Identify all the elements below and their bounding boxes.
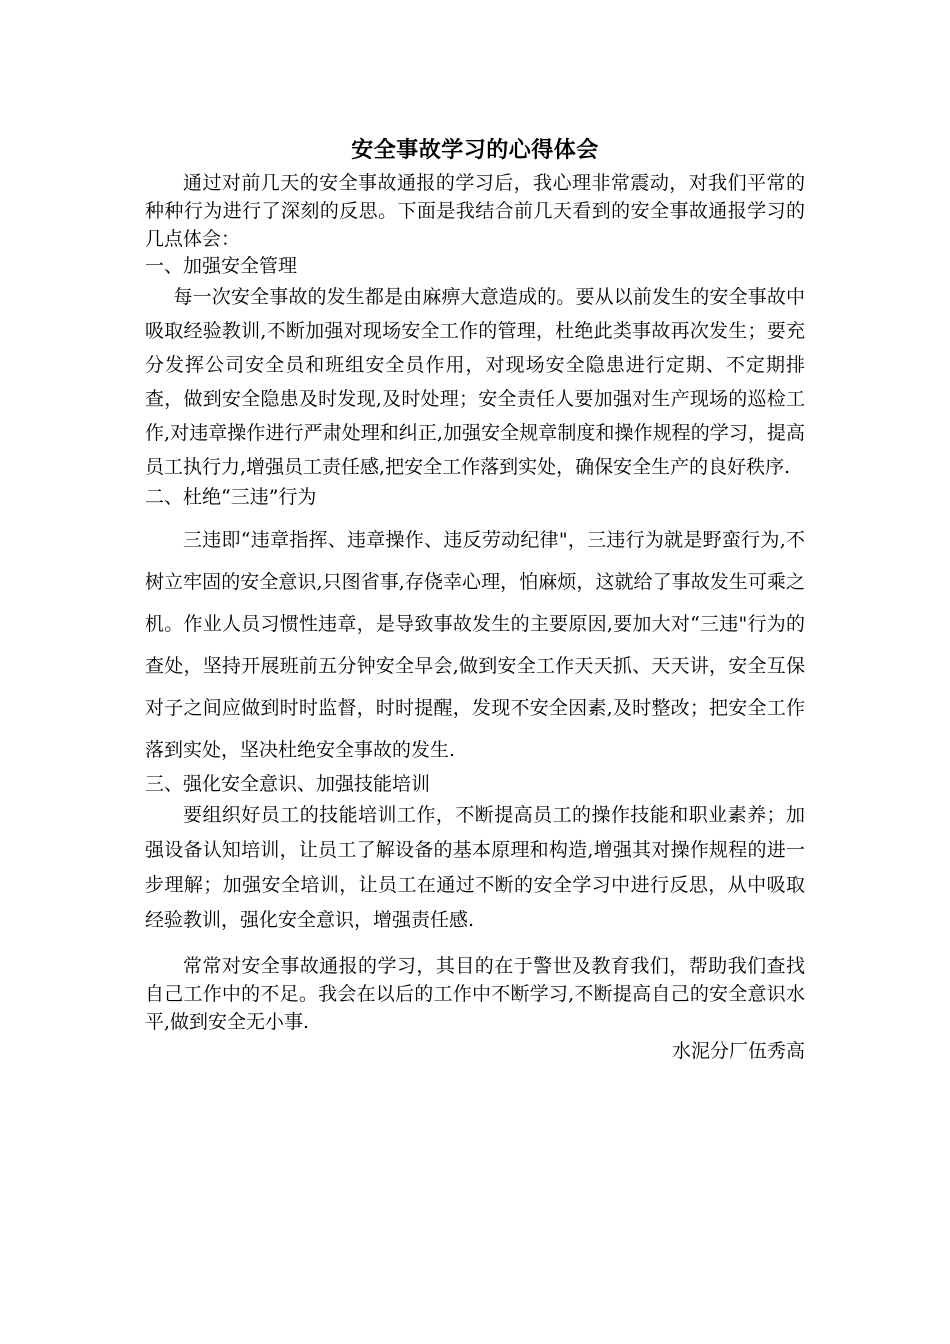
section-2-body: 三违即“违章指挥、违章操作、违反劳动纪律"，三违行为就是野蛮行为,不树立牢固的安全意识,只图省事,存侥幸心理，怕麻烦，这就给了事故发生可乘之机。作业人员习惯性违章，是导致事故发生的主要原因,要加大对“三违"行为的查处，坚持开展班前五分钟安全早会,做到安全工作天天抓、天天讲，安全互保对子之间应做到时时监督，时时提醒，发现不安全因素,及时整改；把安全工作落到实处，坚决杜绝安全事故的发生.	[145, 529, 805, 761]
author-signature: 水泥分厂伍秀高	[671, 1040, 805, 1062]
section-1-heading: 一、加强安全管理	[145, 255, 298, 277]
section-1-body: 每一次安全事故的发生都是由麻痹大意造成的。要从以前发生的安全事故中吸取经验教训,不断加强对现场安全工作的管理，杜绝此类事故再次发生；要充分发挥公司安全员和班组安全员作用，对现场安全隐患进行定期、不定期排查，做到安全隐患及时发现,及时处理；安全责任人要加强对生产现场的巡检工作,对违章操作进行严肃处理和纠正,加强安全规章制度和操作规程的学习，提高员工执行力,增强员工责任感,把安全工作落到实处，确保安全生产的良好秩序.	[145, 286, 805, 478]
section-3-heading: 三、强化安全意识、加强技能培训	[145, 773, 431, 795]
intro-paragraph: 通过对前几天的安全事故通报的学习后，我心理非常震动，对我们平常的种种行为进行了深刻的反思。下面是我结合前几天看到的安全事故通报学习的几点体会：	[145, 172, 805, 250]
document-title: 安全事故学习的心得体会	[351, 137, 599, 163]
section-2-heading: 二、杜绝“三违”行为	[145, 486, 317, 508]
section-3-body: 要组织好员工的技能培训工作，不断提高员工的操作技能和职业素养；加强设备认知培训，让员工了解设备的基本原理和构造,增强其对操作规程的进一步理解；加强安全培训，让员工在通过不断的安全学习中进行反思，从中吸取经验教训，强化安全意识，增强责任感.	[145, 804, 805, 931]
document-page	[145, 131, 805, 1066]
closing-paragraph: 常常对安全事故通报的学习，其目的在于警世及教育我们，帮助我们查找自己工作中的不足。我会在以后的工作中不断学习,不断提高自己的安全意识水平,做到安全无小事.	[145, 955, 805, 1033]
